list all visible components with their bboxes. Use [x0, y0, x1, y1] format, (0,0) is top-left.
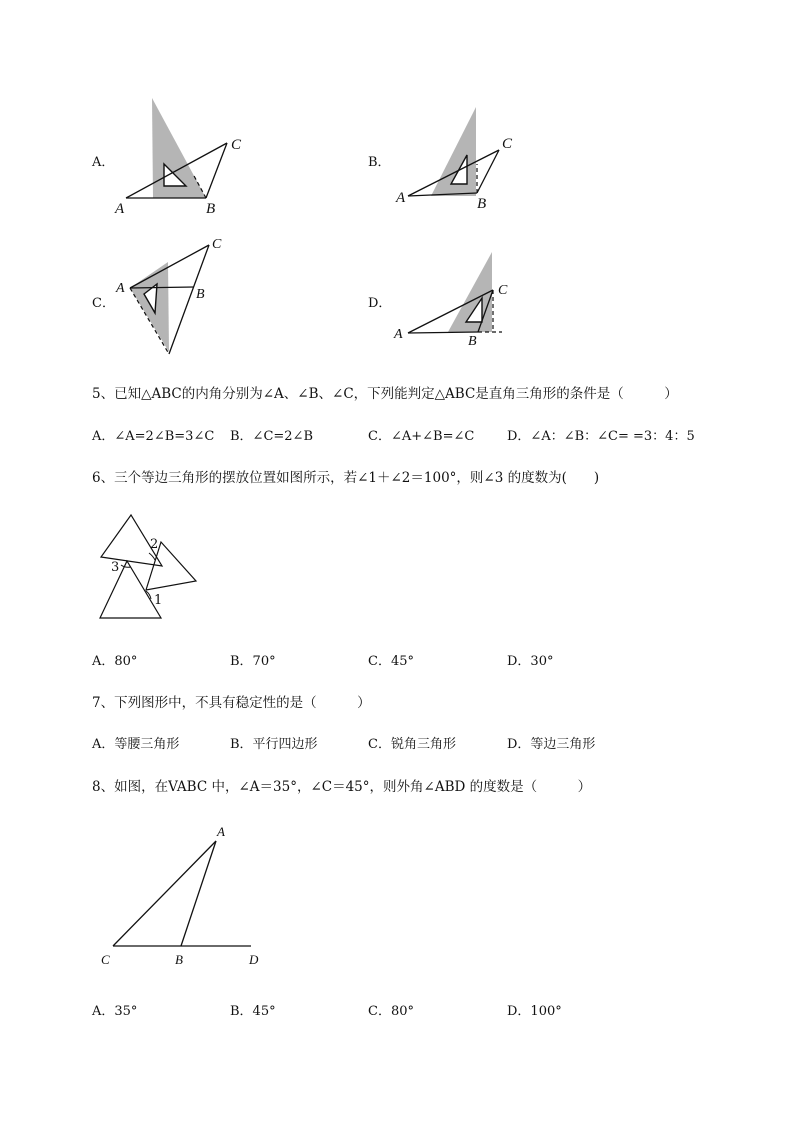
q5-stem: 5、已知△ABC的内角分别为∠A、∠B、∠C，下列能判定△ABC是直角三角形的条件是（ ）	[92, 386, 678, 402]
q4d-point-b: B	[468, 334, 477, 349]
q8-option-d: D．100°	[507, 1004, 562, 1019]
q5-option-b: B．∠C=2∠B	[230, 429, 314, 444]
q4d-point-c: C	[498, 283, 508, 298]
q4b-point-a: A	[396, 190, 406, 206]
q8-option-a: A．35°	[92, 1004, 138, 1019]
q4a-point-c: C	[231, 137, 242, 153]
q7-option-a: A．等腰三角形	[92, 737, 180, 752]
q4-option-b-label: B．	[368, 155, 391, 170]
q4b-point-b: B	[477, 196, 487, 212]
q8-option-b: B．45°	[230, 1004, 276, 1019]
q7-stem: 7、下列图形中，不具有稳定性的是（ ）	[92, 695, 371, 711]
q6-angle-3-label: 3	[111, 560, 120, 575]
q5-option-c: C．∠A+∠B=∠C	[368, 429, 475, 444]
q8-point-a: A	[217, 824, 225, 839]
q7-option-b: B．平行四边形	[230, 737, 318, 752]
q8-stem: 8、如图，在VABC 中，∠A＝35°，∠C＝45°，则外角∠ABD 的度数是（ ）	[92, 779, 592, 795]
q4c-point-a: A	[116, 281, 125, 296]
q4-option-a-label: A．	[92, 155, 115, 170]
q7-option-c: C．锐角三角形	[368, 737, 456, 752]
q4a-point-b: B	[206, 201, 216, 217]
q4-option-d-label: D．	[368, 296, 392, 311]
q6-stem: 6、三个等边三角形的摆放位置如图所示，若∠1＋∠2＝100°，则∠3 的度数为( )	[92, 470, 600, 486]
q6-option-b: B．70°	[230, 654, 276, 669]
q4c-point-b: B	[196, 287, 205, 302]
q7-option-d: D．等边三角形	[507, 737, 596, 752]
q6-angle-1-label: 1	[154, 593, 163, 608]
q8-option-c: C．80°	[368, 1004, 414, 1019]
q8-point-b: B	[175, 952, 183, 967]
q4-option-c-label: C．	[92, 296, 115, 311]
q4a-point-a: A	[115, 201, 125, 217]
q5-option-d: D．∠A：∠B：∠C= =3：4：5	[507, 429, 695, 444]
q4d-point-a: A	[394, 327, 403, 342]
q8-point-d: D	[249, 952, 259, 967]
q6-option-c: C．45°	[368, 654, 414, 669]
q4c-point-c: C	[212, 237, 222, 252]
q8-point-c: C	[101, 952, 110, 967]
q4b-point-c: C	[502, 136, 513, 152]
q6-angle-2-label: 2	[150, 537, 159, 552]
q6-option-a: A．80°	[92, 654, 138, 669]
q6-option-d: D．30°	[507, 654, 554, 669]
q5-option-a: A．∠A=2∠B=3∠C	[92, 429, 215, 444]
